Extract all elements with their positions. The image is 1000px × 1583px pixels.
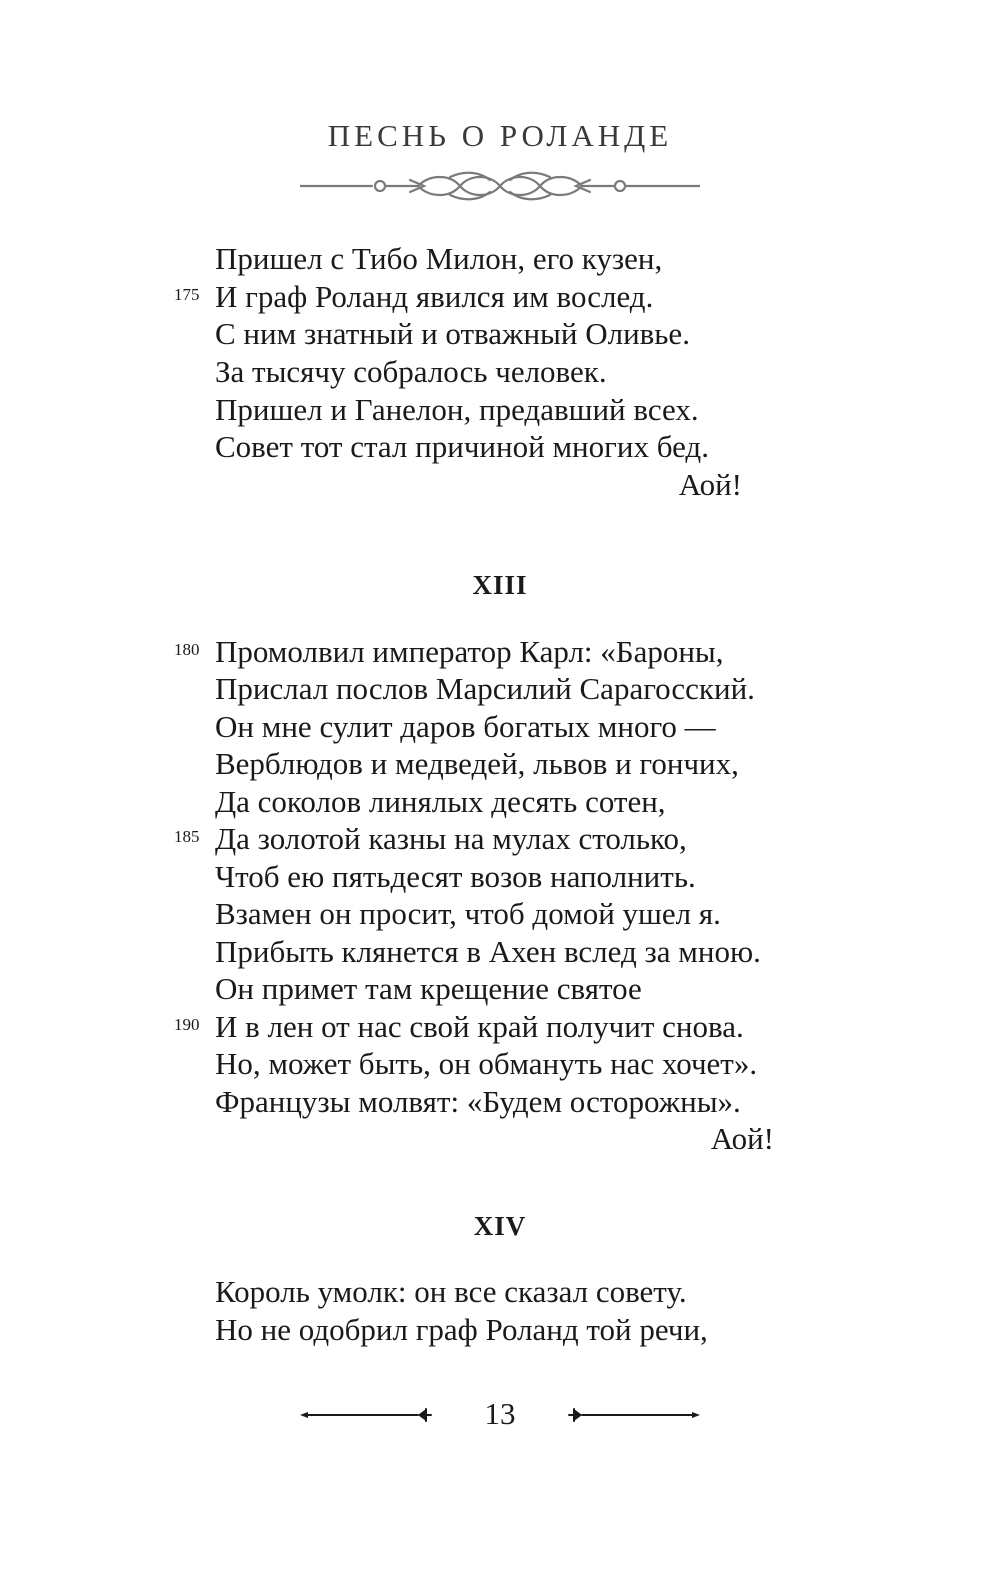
running-title: ПЕСНЬ О РОЛАНДЕ (327, 118, 673, 153)
line-number: 185 (174, 827, 200, 846)
page-number: 13 (484, 1396, 516, 1431)
verse-line: Прибыть клянется в Ахен вслед за мною. (215, 934, 761, 969)
verse-line: Да соколов линялых десять сотен, (215, 784, 666, 819)
verse-line: Пришел с Тибо Милон, его кузен, (215, 241, 663, 276)
verse-line: За тысячу собралось человек. (215, 354, 607, 389)
verse-line: Но, может быть, он обмануть нас хочет». (215, 1046, 758, 1081)
verse-line: Верблюдов и медведей, львов и гончих, (215, 746, 739, 781)
line-number: 180 (174, 640, 200, 659)
title-ornament-icon (300, 168, 700, 204)
line-number: 175 (174, 285, 200, 304)
verse-line: Чтоб ею пятьдесят возов наполнить. (215, 859, 696, 894)
verse-line: Король умолк: он все сказал совету. (215, 1274, 687, 1309)
verse-line: Взамен он просит, чтоб домой ушел я. (215, 896, 721, 931)
verse-line: Но не одобрил граф Роланд той речи, (215, 1312, 708, 1347)
verse-line: Прислал послов Марсилий Сарагосский. (215, 671, 755, 706)
verse-line: Он примет там крещение святое (215, 971, 642, 1006)
stanza-heading: XIV (473, 1211, 527, 1241)
verse-line: Он мне сулит даров богатых много — (215, 709, 716, 744)
stanza-heading: XIII (472, 570, 528, 600)
verse-line: Совет тот стал причиной многих бед. (215, 429, 709, 464)
verse-line: С ним знатный и отважный Оливье. (215, 316, 690, 351)
verse-line: Да золотой казны на мулах столько, (215, 821, 687, 856)
refrain: Аой! (678, 467, 742, 502)
verse-line: И граф Роланд явился им вослед. (215, 279, 654, 314)
verse-line: Французы молвят: «Будем осторожны». (215, 1084, 741, 1119)
verse-line: Промолвил император Карл: «Бароны, (215, 634, 724, 669)
line-number: 190 (174, 1015, 200, 1034)
verse-line: И в лен от нас свой край получит снова. (215, 1009, 744, 1044)
verse-line: Пришел и Ганелон, предавший всех. (215, 392, 699, 427)
refrain: Аой! (710, 1121, 774, 1156)
